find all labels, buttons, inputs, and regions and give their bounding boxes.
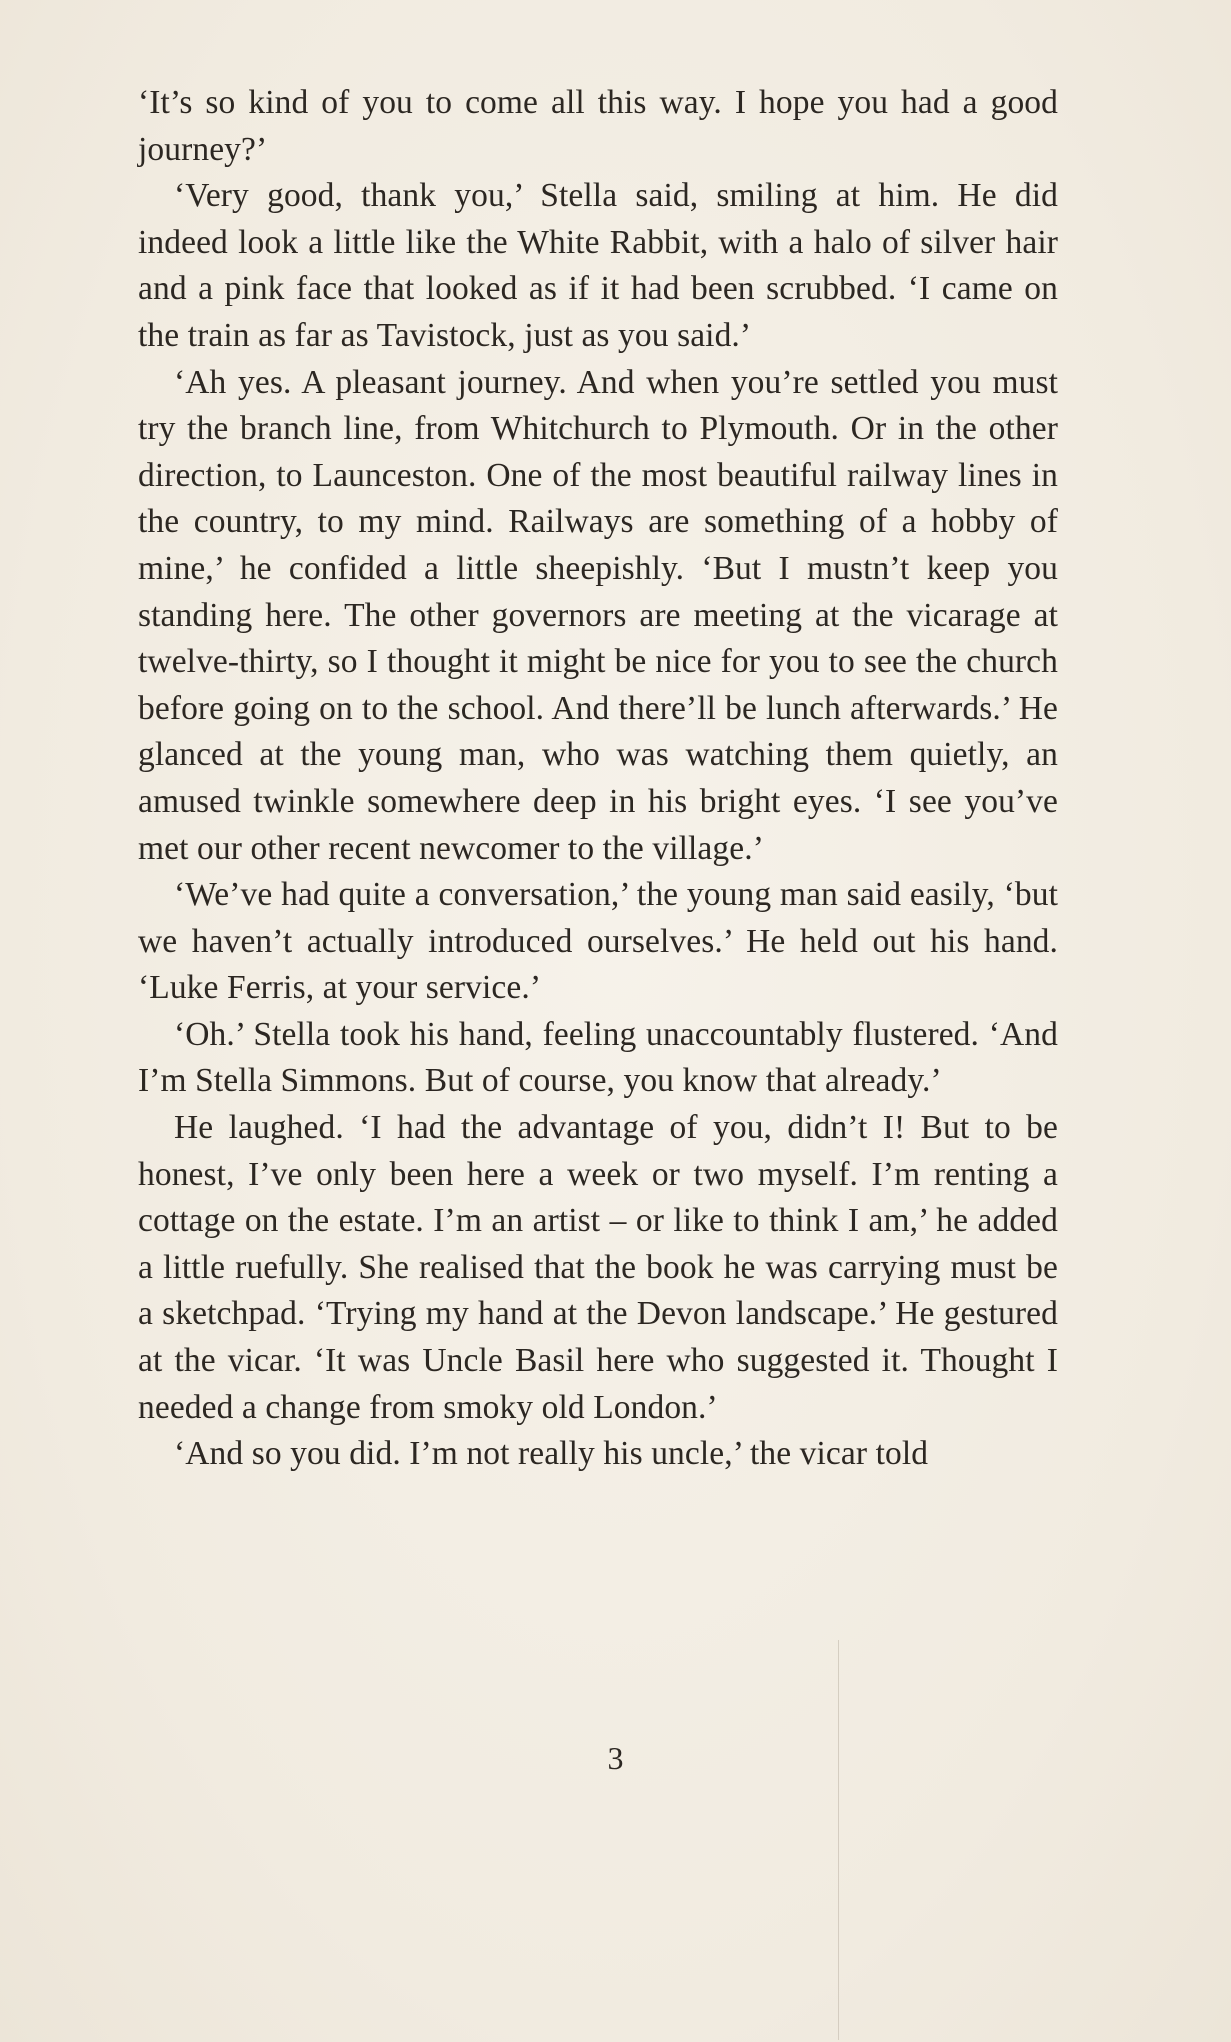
paragraph: ‘And so you did. I’m not really his uncle,’ the vicar told [174, 1435, 929, 1473]
paragraph: ‘We’ve had quite a conversation,’ the young man said easily, ‘but we haven’t actually introduced ourselves.’ He held out his hand. ‘Luke Ferris, at your service.’ [138, 876, 1058, 1007]
paragraph: He laughed. ‘I had the advantage of you, didn’t I! But to be honest, I’ve only been here a week or two myself. I’m renting a cottage on the estate. I’m an artist – or like to think I am,’ he added a little ruefully. She realised that the book he was carrying must be a sketchpad. ‘Trying my hand at the Devon landscape.’ He gestured at the vicar. ‘It was Uncle Basil here who suggested it. Thought I needed a change from smoky old London.’ [138, 1109, 1058, 1426]
body-text [138, 80, 1058, 1478]
paragraph: ‘Very good, thank you,’ Stella said, smiling at him. He did indeed look a little like the White Rabbit, with a halo of silver hair and a pink face that looked as if it had been scrubbed. ‘I came on the train as far as Tavistock, just as you said.’ [138, 177, 1058, 354]
paragraph: ‘Ah yes. A pleasant journey. And when you’re settled you must try the branch line, from Whitchurch to Plymouth. Or in the other direction, to Launceston. One of the most beautiful railway lines in the country, to my mind. Railways are something of a hobby of mine,’ he confided a little sheepishly. ‘But I mustn’t keep you standing here. The other governors are meeting at the vicarage at twelve-thirty, so I thought it might be nice for you to see the church before going on to the school. And there’ll be lunch afterwards.’ He glanced at the young man, who was watching them quietly, an amused twinkle somewhere deep in his bright eyes. ‘I see you’ve met our other recent newcomer to the village.’ [138, 363, 1058, 867]
paragraph: ‘Oh.’ Stella took his hand, feeling unaccountably flustered. ‘And I’m Stella Simmons. But of course, you know that already.’ [138, 1015, 1058, 1100]
paragraph: ‘It’s so kind of you to come all this way. I hope you had a good journey?’ [138, 84, 1058, 168]
page-crease [838, 1640, 839, 2040]
page-number: 3 [607, 1740, 624, 1776]
